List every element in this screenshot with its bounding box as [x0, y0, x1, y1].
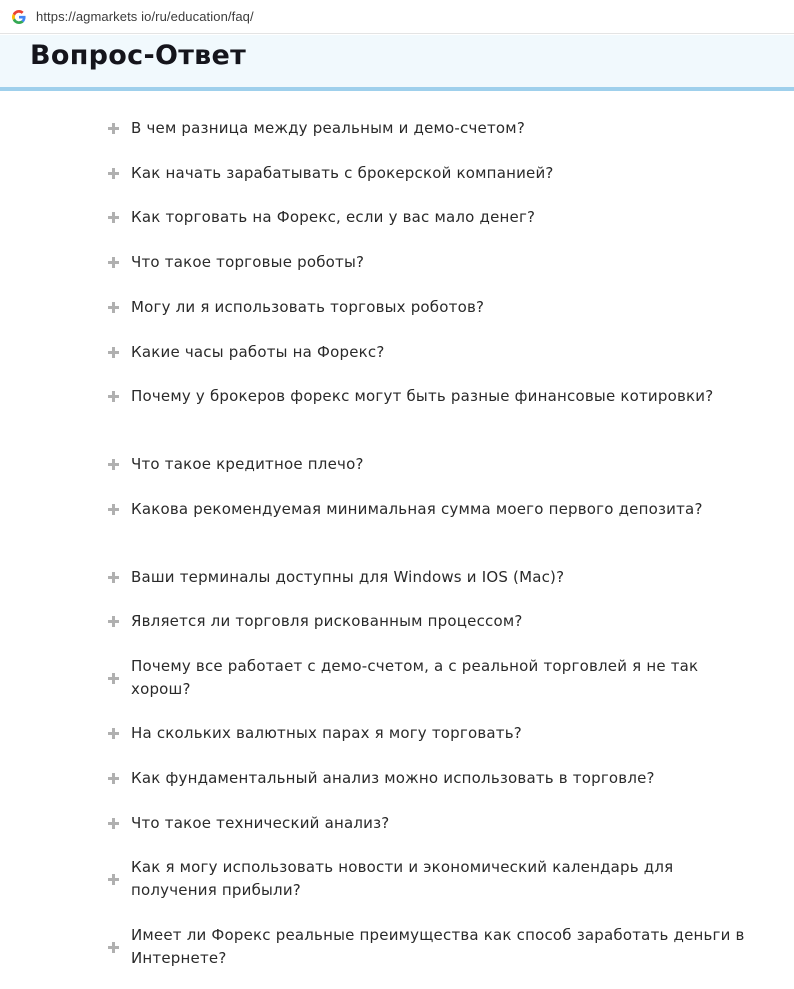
plus-icon[interactable] — [108, 616, 119, 627]
faq-question[interactable]: Что такое торговые роботы? — [131, 253, 365, 271]
faq-question[interactable]: Как я могу использовать новости и экономический календарь для получения прибыли? — [131, 858, 674, 899]
faq-item[interactable] — [108, 767, 748, 790]
plus-icon[interactable] — [108, 459, 119, 470]
faq-item[interactable] — [108, 117, 748, 140]
plus-icon[interactable] — [108, 391, 119, 402]
faq-item[interactable] — [108, 341, 748, 364]
faq-question[interactable]: Как фундаментальный анализ можно использовать в торговле? — [131, 769, 655, 787]
faq-item[interactable] — [108, 251, 748, 274]
faq-question[interactable]: Ваши терминалы доступны для Windows и IOS (Mac)? — [131, 568, 565, 586]
plus-icon[interactable] — [108, 572, 119, 583]
plus-icon[interactable] — [108, 123, 119, 134]
faq-item[interactable] — [108, 722, 748, 745]
faq-question[interactable]: Что такое кредитное плечо? — [131, 455, 364, 473]
plus-icon[interactable] — [108, 874, 119, 885]
faq-question[interactable]: В чем разница между реальным и демо-счетом? — [131, 119, 525, 137]
faq-item[interactable] — [108, 162, 748, 185]
faq-question[interactable]: Почему у брокеров форекс могут быть разные финансовые котировки? — [131, 387, 714, 405]
plus-icon[interactable] — [108, 773, 119, 784]
faq-question[interactable]: Какова рекомендуемая минимальная сумма моего первого депозита? — [131, 500, 703, 518]
faq-item[interactable] — [108, 610, 748, 633]
faq-question[interactable]: Почему все работает с демо-счетом, а с реальной торговлей я не так хорош? — [131, 657, 699, 698]
faq-question[interactable]: На скольких валютных парах я могу торговать? — [131, 724, 522, 742]
url-text[interactable]: https://agmarkets io/ru/education/faq/ — [36, 9, 254, 24]
faq-item[interactable] — [108, 206, 748, 229]
faq-item[interactable] — [108, 856, 748, 902]
faq-question[interactable]: Как начать зарабатывать с брокерской компанией? — [131, 164, 554, 182]
faq-question[interactable]: Какие часы работы на Форекс? — [131, 343, 385, 361]
plus-icon[interactable] — [108, 257, 119, 268]
faq-item[interactable] — [108, 812, 748, 835]
faq-item[interactable] — [108, 453, 748, 476]
faq-item[interactable] — [108, 655, 748, 701]
plus-icon[interactable] — [108, 728, 119, 739]
plus-icon[interactable] — [108, 347, 119, 358]
page-title: Вопрос-Ответ — [30, 40, 247, 71]
plus-icon[interactable] — [108, 212, 119, 223]
faq-question[interactable]: Имеет ли Форекс реальные преимущества как способ заработать деньги в Интернете? — [131, 926, 745, 967]
faq-item[interactable] — [108, 566, 748, 589]
faq-question[interactable]: Как торговать на Форекс, если у вас мало денег? — [131, 208, 536, 226]
faq-item[interactable] — [108, 296, 748, 319]
plus-icon[interactable] — [108, 818, 119, 829]
plus-icon[interactable] — [108, 942, 119, 953]
faq-question[interactable]: Является ли торговля рискованным процессом? — [131, 612, 523, 630]
plus-icon[interactable] — [108, 302, 119, 313]
faq-item[interactable] — [108, 385, 748, 408]
plus-icon[interactable] — [108, 504, 119, 515]
faq-item[interactable] — [108, 924, 748, 970]
faq-question[interactable]: Что такое технический анализ? — [131, 814, 390, 832]
faq-question[interactable]: Могу ли я использовать торговых роботов? — [131, 298, 485, 316]
faq-item[interactable] — [108, 498, 748, 521]
plus-icon[interactable] — [108, 168, 119, 179]
plus-icon[interactable] — [108, 673, 119, 684]
